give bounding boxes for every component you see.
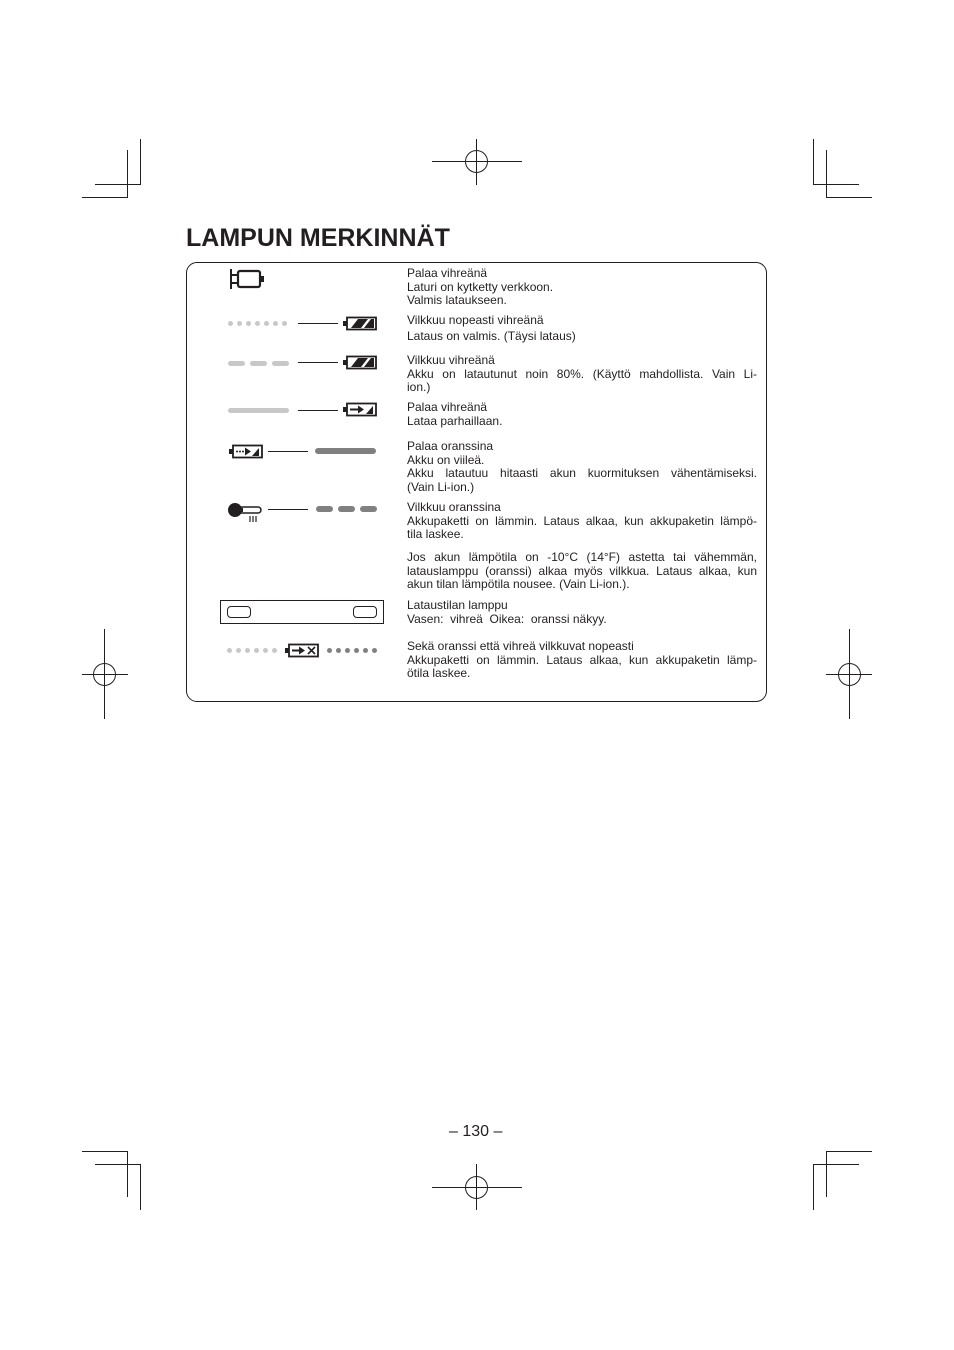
row-3-line-1: Vilkkuu vihreänä [407, 353, 495, 367]
row-7-line-3: akun tilan lämpötila nousee. (Vain Li-ion.). [407, 577, 630, 591]
connector-line [268, 451, 308, 452]
blink-dash-orange [338, 506, 355, 512]
row-2-line-2: Lataus on valmis. (Täysi lataus) [407, 328, 576, 343]
steady-bar [228, 408, 289, 413]
plug-icon [228, 268, 268, 295]
row-1-line-2: Laturi on kytketty verkkoon. [407, 279, 554, 294]
row-2-text [407, 314, 757, 343]
row-7-line-1: Jos akun lämpötila on -10°C (14°F) astetta tai vähemmän, [407, 550, 757, 564]
connector-line [298, 362, 338, 363]
row-3-line-3: ion.) [407, 380, 431, 394]
lamp-indicator-icon [220, 600, 384, 624]
row-2-line-1: Vilkkuu nopeasti vihreänä [407, 313, 544, 327]
row-8-text [407, 599, 757, 626]
left-lamp-green [227, 606, 251, 618]
row-6-line-2: Akkupaketti on lämmin. Lataus alkaa, kun akkupaketin lämpö- [407, 513, 757, 528]
fast-blink-indicator-orange [327, 648, 381, 653]
row-4-line-1: Palaa vihreänä [407, 400, 488, 414]
row-9-line-3: ötila laskee. [407, 666, 471, 680]
battery-full-icon [342, 316, 378, 336]
steady-bar-orange [315, 448, 376, 454]
blink-dash-orange [360, 506, 377, 512]
row-1-text [407, 267, 757, 308]
row-6-text [407, 501, 757, 542]
row-5-line-4: (Vain Li-ion.) [407, 479, 475, 494]
row-4-line-2: Lataa parhaillaan. [407, 413, 503, 428]
connector-line [298, 323, 338, 324]
battery-error-icon [284, 643, 320, 663]
row-4-text [407, 401, 757, 428]
row-5-line-2: Akku on viileä. [407, 452, 485, 467]
blink-dash-orange [316, 506, 333, 512]
row-6-line-3: tila laskee. [407, 527, 464, 541]
page-number: – 130 – [449, 1123, 503, 1140]
row-5-line-3: Akku latautuu hitaasti akun kuormituksen vähentämiseksi. [407, 466, 757, 480]
row-5-line-1: Palaa oranssina [407, 439, 494, 453]
row-7-text [407, 551, 757, 592]
page-title: LAMPUN MERKINNÄT [186, 224, 450, 252]
row-7-line-2: latauslamppu (oranssi) alkaa myös vilkkua. Lataus alkaa, kun [407, 563, 757, 578]
row-3-text [407, 354, 757, 395]
row-1-line-3: Valmis lataukseen. [407, 293, 507, 307]
blink-dash [250, 361, 267, 366]
thermometer-icon [227, 501, 267, 528]
battery-cold-icon [228, 444, 264, 464]
fast-blink-indicator [227, 648, 281, 653]
connector-line [298, 410, 338, 411]
battery-full-icon [342, 355, 378, 375]
row-9-text [407, 640, 757, 681]
row-9-line-2: Akkupaketti on lämmin. Lataus alkaa, kun akkupaketin lämp- [407, 652, 757, 667]
row-8-line-1: Lataustilan lamppu [407, 598, 508, 612]
row-1-line-1: Palaa vihreänä [407, 266, 488, 280]
right-lamp-orange [353, 606, 377, 618]
fast-blink-indicator [228, 321, 291, 326]
row-6-line-1: Vilkkuu oranssina [407, 500, 501, 514]
row-3-line-2: Akku on latautunut noin 80%. (Käyttö mahdollista. Vain Li- [407, 366, 757, 381]
row-9-line-1: Sekä oranssi että vihreä vilkkuvat nopeasti [407, 639, 634, 653]
connector-line [268, 509, 308, 510]
row-8-line-2: Vasen: vihreä Oikea: oranssi näkyy. [407, 611, 607, 626]
row-5-text [407, 440, 757, 494]
battery-charging-icon [342, 402, 378, 422]
blink-dash [228, 361, 245, 366]
blink-dash [272, 361, 289, 366]
